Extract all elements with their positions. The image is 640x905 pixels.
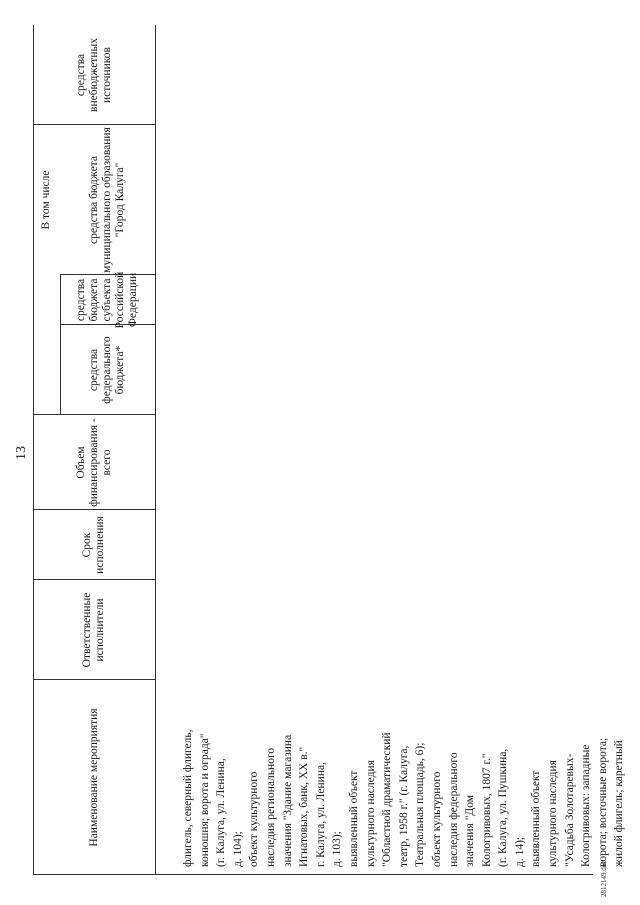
header-term: Срок исполнения bbox=[81, 516, 106, 574]
header-municipal: средства бюджета муниципального образования "Город Калуга" bbox=[88, 127, 126, 273]
text-line: д. 14); bbox=[513, 836, 526, 867]
text-line: наследия федерального bbox=[447, 752, 460, 867]
page-number: 13 bbox=[14, 446, 29, 460]
text-line: объект культурного bbox=[248, 771, 261, 867]
text-line: Театральная площадь, 6); bbox=[414, 742, 427, 867]
document-code: 2812149.doc bbox=[600, 860, 608, 897]
text-line: д. 103); bbox=[331, 831, 344, 867]
text-line: значения "Дом bbox=[464, 794, 477, 867]
text-line: наследия регионального bbox=[264, 747, 277, 867]
header-total: Объем финансирования - всего bbox=[74, 418, 113, 507]
text-line: "Усадьба Золотаревых- bbox=[563, 753, 576, 867]
text-line: выявленный объект bbox=[347, 770, 360, 867]
text-line: ворота; восточные ворота; bbox=[596, 737, 609, 867]
table-rule-header-bottom bbox=[155, 25, 156, 875]
text-line: г. Калуга, ул. Ленина, bbox=[314, 762, 327, 867]
text-line: Кологривовых: западные bbox=[580, 744, 593, 867]
text-line: выявленный объект bbox=[530, 770, 543, 867]
text-line: культурного наследия bbox=[547, 760, 560, 867]
header-executors: Ответственные исполнители bbox=[81, 592, 106, 668]
text-line: Игнатовых, банк, XX в." bbox=[298, 746, 311, 867]
text-line: объект культурного bbox=[430, 771, 443, 867]
text-line: театр, 1958 г." (г. Калуга, bbox=[397, 745, 410, 867]
header-regional: средства бюджета субъекта Российской Федерации bbox=[75, 271, 139, 329]
text-line: (г. Калуга, ул. Пушкина, bbox=[497, 748, 510, 867]
header-name: Наименование мероприятия bbox=[87, 708, 100, 847]
text-line: д. 104); bbox=[231, 831, 244, 867]
text-line: (г. Калуга, ул. Ленина, bbox=[215, 758, 228, 867]
header-including: В том числе bbox=[40, 170, 52, 230]
text-line: "Областной драматический bbox=[381, 732, 394, 867]
header-extrabudget: средства внебюджетных источников bbox=[74, 38, 113, 112]
text-line: жилой флигель; каретный bbox=[613, 740, 626, 867]
text-line: конюшня; ворота и ограда" bbox=[198, 733, 211, 867]
measure-name-text bbox=[180, 397, 628, 867]
header-federal: средства федерального бюджета* bbox=[88, 336, 126, 404]
text-line: значения "Здание магазина bbox=[281, 734, 294, 867]
text-line: Кологривовых, 1807 г." bbox=[480, 753, 493, 867]
text-line: флигель, северный флигель, bbox=[182, 729, 194, 867]
text-line: культурного наследия bbox=[364, 760, 377, 867]
